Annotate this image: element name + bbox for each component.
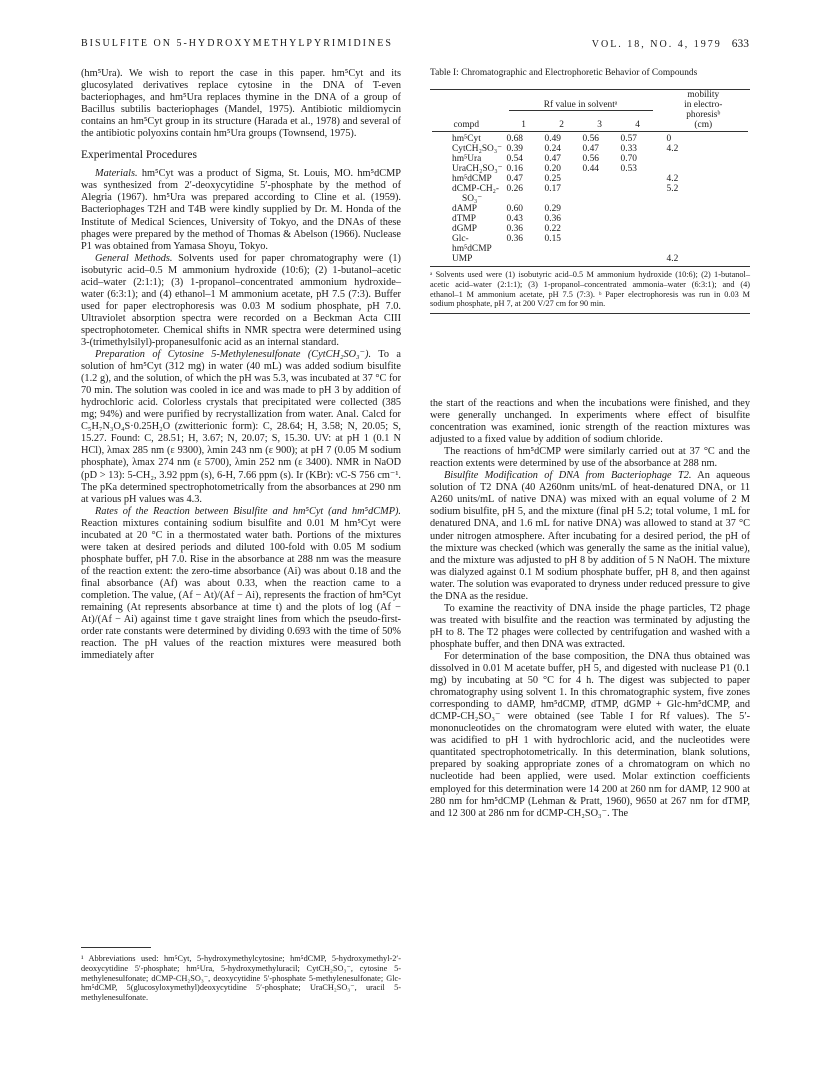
table-row	[430, 184, 750, 194]
rf-cell	[619, 254, 657, 264]
compd-cell: hm⁵Ura	[452, 154, 482, 164]
compd-header: compd	[453, 120, 480, 130]
table-title: Table I: Chromatographic and Electrophoretic Behavior of Compounds	[430, 68, 698, 78]
rf-cell: 0.36	[544, 214, 561, 224]
rf-cell: 0.70	[620, 154, 637, 164]
page-number: 633	[731, 38, 749, 50]
preparation-paragraph	[81, 349, 401, 506]
rf-cell	[581, 184, 619, 194]
rf-cell: 0.60	[506, 204, 523, 214]
volume-and-page	[592, 38, 749, 50]
solvent-1-header: 1	[521, 120, 526, 130]
rf-cell: 0.47	[582, 144, 599, 154]
table-row	[430, 254, 750, 264]
solvent-3-header: 3	[597, 120, 602, 130]
compd-cell: hm⁵dCMP	[452, 174, 492, 184]
table-row	[430, 164, 750, 174]
general-methods-text: Solvents used for paper chromatography were (1) isobutyric acid–0.5 M ammonium hydroxide (10:6); (2) 1-butanol–acetic acid–water (2:1:1); (3) 1-propanol–concentrated ammonium hydroxide–water (6:3:1); and (4) ethanol–1 M ammonium acetate, pH 7.5 (7:3). Buffer used for paper electrophoresis was 0.03 M sodium phosphate, pH 7.0. Ultraviolet absorption spectra were recorded on a Beckman Acta CIII spectrophotometer. Chemical shifts in NMR spectra were determined using 3-(trimethylsilyl)-propanesulfonic acid as an internal standard.	[81, 252, 401, 348]
compd-cell: UraCH₂SO₃⁻	[452, 164, 503, 174]
rf-header-rule	[509, 110, 653, 111]
rf-cell: 0.15	[544, 234, 561, 244]
rf-cell: 0.43	[506, 214, 523, 224]
rf-cell: 0.17	[544, 184, 561, 194]
table-row	[430, 134, 750, 144]
compd-cell: dAMP	[452, 204, 478, 214]
mobility-cell: 4.2	[666, 174, 679, 184]
mobility-header-4: (cm)	[694, 120, 713, 130]
table-row	[430, 144, 750, 154]
rates-paragraph	[81, 506, 401, 663]
mobility-cell	[657, 214, 750, 224]
mobility-cell: 4.2	[666, 254, 679, 264]
mobility-cell	[657, 204, 750, 214]
compd-cell: dTMP	[452, 214, 476, 224]
table-row	[430, 224, 750, 234]
general-methods-paragraph	[81, 253, 401, 349]
table-end-rule	[430, 313, 750, 314]
rf-cell: 0.39	[506, 144, 523, 154]
table-row	[430, 214, 750, 224]
rf-cell: 0.25	[544, 174, 561, 184]
rf-cell: 0.26	[506, 184, 523, 194]
rf-cell: 0.36	[506, 224, 523, 234]
rf-cell: 0.56	[582, 154, 599, 164]
table-one	[430, 68, 750, 314]
rf-cell: 0.44	[582, 164, 599, 174]
continuation-paragraph: the start of the reactions and when the incubations were finished, and they were generally unchanged. In experiments where effect of bisulfite concentration was examined, ionic strength of the reaction mixtures was adjusted to a fixed value by addition of sodium chloride.	[430, 398, 750, 446]
rates-label: Rates of the Reaction between Bisulfite and hm⁵Cyt (and hm⁵dCMP).	[95, 505, 401, 517]
rf-cell	[581, 234, 619, 254]
table-row	[430, 174, 750, 184]
mobility-cell	[657, 224, 750, 234]
mobility-cell	[657, 234, 750, 254]
t2-label: Bisulfite Modification of DNA from Bacteriophage T2.	[444, 470, 692, 482]
rf-cell: 0.47	[544, 154, 561, 164]
rf-cell	[619, 184, 657, 194]
rf-cell	[619, 204, 657, 214]
compd-cell: SO₃⁻	[462, 194, 483, 204]
materials-paragraph	[81, 168, 401, 252]
solvent-2-header: 2	[559, 120, 564, 130]
t2-paragraph	[430, 470, 750, 603]
compd-cell: dGMP	[452, 224, 478, 234]
rf-cell	[543, 194, 581, 204]
rf-cell: 0.54	[506, 154, 523, 164]
materials-text: hm⁵Cyt was a product of Sigma, St. Louis, MO. hm⁵dCMP was synthesized from 2′-deoxycytidine 5′-phosphate by the method of Alegria (1967). hm⁵Ura was prepared according to Cline et al. (1959). Bacteriophages T2H and T4B were kindly supplied by Dr. M. Honda of the Institute of Medical Sciences, University of Tokyo, and the DNAs of these phages were prepared by the method of Thomas & Abelson (1966). Nuclease P1 was obtained from Yamasa Shoyu, Tokyo.	[81, 168, 401, 252]
rf-cell: 0.57	[620, 134, 637, 144]
solvent-4-header: 4	[635, 120, 640, 130]
table-grid	[430, 90, 750, 264]
rf-cell: 0.53	[620, 164, 637, 174]
compd-cell: Glc-hm⁵dCMP	[452, 234, 492, 254]
rf-cell: 0.20	[544, 164, 561, 174]
rf-cell: 0.49	[544, 134, 561, 144]
rf-cell	[619, 224, 657, 234]
mobility-cell: 0	[666, 134, 672, 144]
mobility-cell	[657, 194, 750, 204]
rf-cell	[619, 234, 657, 254]
rf-cell	[619, 194, 657, 204]
rf-cell	[543, 254, 581, 264]
rf-cell: 0.24	[544, 144, 561, 154]
t2-text: An aqueous solution of T2 DNA (40 A260nm units/mL of heat-denatured DNA, or 11 A260 units/mL of native DNA) was mixed with an equal volume of 2 M sodium bisulfite, pH 5, and the mixture (final pH 5.2; total volume, 1 mL for denatured DNA, and 1.6 mL for native DNA) was allowed to stand at 37 °C under nitrogen atmosphere. After incubating for a desired period, the pH of the mixture was checked (which was generally the same as the initial value), and the mixture was adjusted to pH 8 by addition of 5 N NaOH. The mixture was dialyzed against 0.1 M sodium phosphate buffer, pH 8, and then against water. The solution was evaporated to dryness under reduced pressure to give the DNA as the residue.	[430, 470, 750, 602]
rates-text: Reaction mixtures containing sodium bisulfite and 0.01 M hm⁵Cyt were incubated at 20 °C in a thermostated water bath. Portions of the mixtures were taken at desired periods and diluted 100-fold with 0.05 M sodium phosphate buffer, pH 7.0. Rise in the absorbance at 288 nm was the measure of the reaction extent: the zero-time absorbance (Ai) was about 0.18 and the final absorbance (Af) was about 0.33, when the reaction came to a completion. The value, (Af − At)/(Af − Ai), represents the fraction of hm⁵Cyt remaining (At represents absorbance at time t) and the plots of log (Af − At)/(Af − Ai) against time t gave straight lines from which the pseudo-first-order rate constants were determined by dividing 0.693 with the time of 50% reaction. The pH values of the reaction mixtures were measured both immediately after	[81, 517, 401, 662]
rf-cell	[581, 214, 619, 224]
rf-cell: 0.56	[582, 134, 599, 144]
rf-cell: 0.36	[506, 234, 523, 244]
preparation-text: To a solution of hm⁵Cyt (312 mg) in water (40 mL) was added sodium bisulfite (1.2 g), and the solution, of which the pH was 5.3, was incubated at 37 °C for 70 min. The solution was cooled in ice and was made to pH 3 by addition of hydrochloric acid. Colorless crystals that precipitated were collected (385 mg; 94%) and were purified by recrystallization from water. Anal. Calcd for C₅H₇N₃O₄S·0.25H₂O (zwitterionic form): C, 28.64; H, 3.58; N, 20.05; S, 15.27. Found: C, 28.51; H, 3.67; N, 20.07; S, 15.30. UV: at pH 1 (0.1 N HCl), λmax 285 nm (ε 9300), λmin 243 nm (ε 900); at pH 7 (0.05 M sodium phosphate), λmax 274 nm (ε 5700), λmin 252 nm (ε 3400). NMR in NaOD (pD > 13): 5-CH₂, 3.92 ppm (s), 6-H, 7.66 ppm (s). Ir (KBr): νC-S 756 cm⁻¹. The pKa determined spectrophotometrically from the absorbances at 290 nm at various pH values was 4.3.	[81, 349, 401, 505]
mobility-cell	[657, 164, 750, 174]
general-methods-label: General Methods.	[95, 252, 173, 264]
rf-cell	[581, 254, 619, 264]
mobility-header-1: mobility	[687, 90, 720, 100]
rf-cell	[619, 214, 657, 224]
rf-cell: 0.16	[506, 164, 523, 174]
dcmp-paragraph: The reactions of hm⁵dCMP were similarly carried out at 37 °C and the reaction extents were determined by use of the absorbance at 288 nm.	[430, 446, 750, 470]
left-column	[81, 68, 401, 662]
table-bottom-rule	[430, 266, 750, 267]
intro-paragraph: (hm⁵Ura). We wish to report the case in this paper. hm⁵Cyt and its glucosylated derivatives replace cytosine in the DNA of T-even bacteriophages, and hm⁵Ura replaces thymine in the DNA of a group of Bacillus subtilis bacteriophages (Mandel, 1975). Antibiotic mildiomycin contains an hm⁵Cyt group in its structure (Harada et al., 1978) and several of the antibiotic polyoxins contain hm⁵Ura groups (Townsend, 1975).	[81, 68, 401, 140]
rf-cell: 0.29	[544, 204, 561, 214]
compd-cell: UMP	[452, 254, 473, 264]
rf-cell: 0.47	[506, 174, 523, 184]
right-column	[430, 398, 750, 820]
rf-cell: 0.22	[544, 224, 561, 234]
table-row	[430, 204, 750, 214]
table-row	[430, 194, 750, 204]
rf-cell: 0.68	[506, 134, 523, 144]
volume-info: VOL. 18, NO. 4, 1979	[591, 39, 722, 50]
mobility-cell: 4.2	[666, 144, 679, 154]
rf-cell	[505, 194, 543, 204]
table-header-rule	[432, 131, 748, 132]
section-heading: Experimental Procedures	[81, 149, 197, 162]
table-row	[430, 154, 750, 164]
preparation-label: Preparation of Cytosine 5-Methylenesulfonate (CytCH₂SO₃⁻).	[95, 349, 372, 361]
rf-cell	[581, 174, 619, 184]
footnote-rule	[81, 947, 151, 948]
rf-cell	[581, 204, 619, 214]
compd-cell: hm⁵Cyt	[452, 134, 481, 144]
running-header	[81, 38, 749, 54]
compd-cell: dCMP-CH₂-	[452, 184, 500, 194]
footnote-abbreviations: ¹ Abbreviations used: hm⁵Cyt, 5-hydroxymethylcytosine; hm⁵dCMP, 5-hydroxymethyl-2′-deoxycytidine 5′-phosphate; hm⁵Ura, 5-hydroxymethyluracil; CytCH₂SO₃⁻, cytosine 5-methylenesulfonate; dCMP-CH₂SO₃⁻, deoxycytidine 5′-phosphate 5-methylenesulfonate; Glc-hm⁵dCMP, 5(glucosyloxymethyl)deoxycytidine 5′-phosphate; UraCH₂SO₃⁻, uracil 5-methylenesulfonate.	[81, 954, 401, 1003]
rf-cell	[581, 194, 619, 204]
footnote-block	[81, 937, 401, 1003]
rf-cell: 0.33	[620, 144, 637, 154]
rf-cell	[581, 224, 619, 234]
table-notes: ᵃ Solvents used were (1) isobutyric acid–0.5 M ammonium hydroxide (10:6); (2) 1-butanol–acetic acid–water (2:1:1); (3) 1-propanol–concentrated ammonia–water (6:3:1); and (4) ethanol–1 M ammonium acetate, pH 7.5 (7:3). ᵇ Paper electrophoresis was run in 0.03 M sodium phosphate, pH 7, at 200 V/27 cm for 90 min.	[430, 270, 750, 309]
phage-paragraph: To examine the reactivity of DNA inside the phage particles, T2 phage was treated with bisulfite and the reaction was terminated by adjusting the pH to 8. The T2 phages were collected by centrifugation and washed with a phosphate buffer, and then DNA was extracted.	[430, 602, 750, 650]
base-composition-paragraph: For determination of the base composition, the DNA thus obtained was dissolved in 0.01 M acetate buffer, pH 5, and digested with nuclease P1 (0.1 mg) by incubating at 50 °C for 4 h. The digest was subjected to paper chromatography using solvent 1. In this chromatographic system, five zones corresponding to dAMP, hm⁵dCMP, dTMP, dGMP + Glc-hm⁵dCMP, and dCMP-CH₂SO₃⁻ were obtained (see Table I for Rf values). The 5′-mononucleotides on the chromatogram were eluted with water, the eluate was acidified to pH 1 with hydrochloric acid, and the nucleotides were quantitated spectrophotometrically. In this determination, blank solutions, prepared by soaking appropriate zones of a chromatogram on which no nucleotide had been applied, were used. Molar extinction coefficients employed for this determination were 14 200 at 260 nm for dAMP, 12 900 at 280 nm for hm⁵dCMP (Lehman & Pratt, 1960), 9650 at 267 nm for dTMP, and 12 300 at 286 nm for dCMP-CH₂SO₃⁻. The	[430, 650, 750, 819]
mobility-cell	[657, 154, 750, 164]
rf-header: Rf value in solventᵃ	[543, 100, 618, 110]
materials-label: Materials.	[95, 168, 138, 180]
rf-cell	[505, 254, 543, 264]
running-title: BISULFITE ON 5-HYDROXYMETHYLPYRIMIDINES	[81, 38, 393, 49]
mobility-cell: 5.2	[666, 184, 679, 194]
compd-cell: CytCH₂SO₃⁻	[452, 144, 503, 154]
rf-cell	[619, 174, 657, 184]
mobility-header-3: phoresisᵇ	[686, 110, 721, 120]
mobility-header-2: in electro-	[684, 100, 723, 110]
table-row	[430, 234, 750, 254]
